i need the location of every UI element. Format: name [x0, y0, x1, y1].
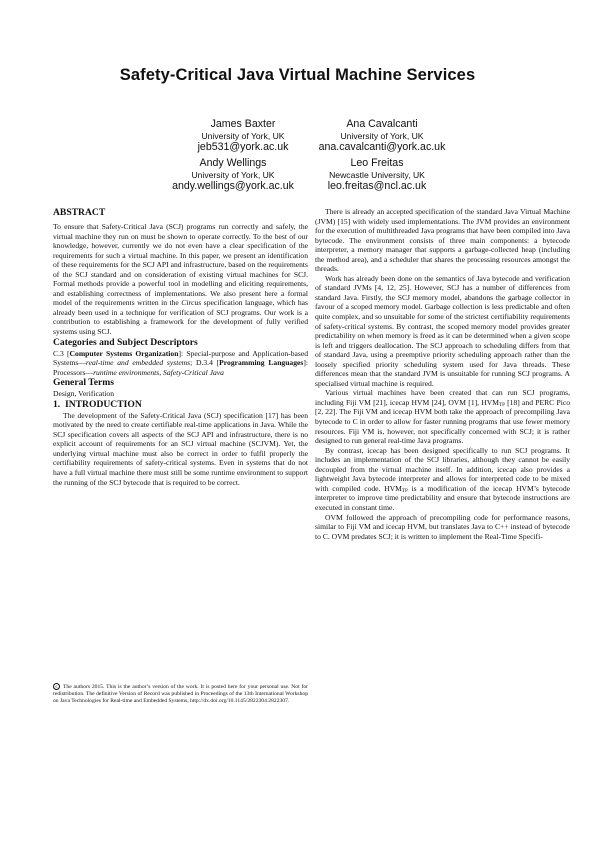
author-affiliation: University of York, UK: [201, 131, 285, 141]
intro-text-part: [18] and PERC Pico [2, 22]. The Fiji VM and icecap HVM both take the approach of precompiling Java bytecode to C in order to allow for faster running programs that use fewer memory resources. Fiji VM is, however, not specifically concerned with SCJ; it is rather designed to run general real-time Java programs.: [315, 397, 570, 446]
author-block: [297, 118, 467, 154]
general-terms-text: Design, Verification: [53, 389, 115, 399]
category-text: ]: Special-purpose and Application-based Systems—: [53, 348, 308, 368]
abstract-text-part: To ensure that Safety-Critical Java (SCJ) programs run correctly and safely, the virtual machine they run on must be shown to operate correctly. To the best of our knowledge, however, currently we do not even have a clear specification of the requirements for such a virtual machine. In this paper, we present an identification of these requirements for the SCJ API and infrastructure, based on the requirements of the SCJ standard and on consideration of existing virtual machines for SCJ. Formal methods provide a powerful tool in modelling and eliciting requirements, and establishing correctness of implementations. We also present here a formal model of the requirements written in the: [53, 222, 308, 308]
category-text: ]: Processors—: [53, 358, 308, 377]
abstract-text-part: specification language, which has already been used in a technique for verification of SCJ programs. Our work is a contribution to establishing a framework for the development of fully verified systems using SCJ.: [53, 298, 308, 337]
abstract-heading: ABSTRACT: [53, 207, 106, 218]
category-italic: real-time and embedded systems: [85, 358, 191, 368]
intro-paragraph: [315, 388, 570, 445]
author-email: andy.wellings@york.ac.uk: [172, 180, 294, 192]
author-block: [292, 157, 462, 193]
author-name: Andy Wellings: [199, 157, 267, 169]
copyright-icon: c: [53, 683, 60, 690]
footnote-text: The authors 2015. This is the author’s version of the work. It is posted here for your personal use. Not for redistribution. The definitive Version of Record was published in Proceedings of the 13th International Workshop on Java Technologies for Real-time and Embedded Systems, http://dx.doi.org/10.1145/2822304.2822307.: [53, 683, 308, 705]
circus-term: Circus: [181, 298, 202, 308]
abstract-text: [53, 222, 308, 337]
author-affiliation: Newcastle University, UK: [329, 170, 425, 180]
author-affiliation: University of York, UK: [191, 170, 275, 180]
right-column: [315, 207, 570, 541]
categories-text: [53, 349, 308, 378]
author-name: Leo Freitas: [350, 157, 404, 169]
author-email: jeb531@york.ac.uk: [197, 141, 289, 153]
copyright-footnote: [53, 683, 308, 706]
author-email: leo.freitas@ncl.ac.uk: [327, 180, 427, 192]
category-code: ; D.3.4 [: [190, 358, 220, 368]
category-name: Computer Systems Organization: [69, 348, 179, 358]
paper-title: Safety-Critical Java Virtual Machine Services: [119, 66, 476, 84]
category-name: Programming Languages: [219, 358, 304, 368]
intro-paragraph: There is already an accepted specification of the standard Java Virtual Machine (JVM) [15] with widely used implementations. The JVM provides an environment for the execution of multithreaded Java programs that have been compiled into Java bytecode. The environment consists of three main components: a bytecode interpreter, a memory manager that supports a garbage-collected heap (including the method area), and a scheduler that shares the processing resources amongst the threads.: [315, 207, 570, 274]
author-name: James Baxter: [210, 118, 276, 130]
left-column: [53, 207, 308, 487]
introduction-heading: 1. INTRODUCTION: [53, 398, 142, 410]
author-email: ana.cavalcanti@york.ac.uk: [318, 141, 446, 153]
category-code: C.3 [: [53, 348, 70, 358]
intro-text-part: By contrast, icecap has been designed specifically to run SCJ programs. It includes an implementation of the SCJ libraries, although they cannot be easily decoupled from the virtual machine itself. In addition, icecap also provides a lightweight Java bytecode interpreter and allows for interpreted code to be mixed with compiled code. HVM: [315, 445, 570, 493]
categories-heading: Categories and Subject Descriptors: [53, 336, 198, 348]
author-affiliation: University of York, UK: [340, 131, 424, 141]
subscript: TP: [499, 402, 505, 408]
intro-paragraph: OVM followed the approach of precompiling code for performance reasons, similar to Fiji VM and icecap HVM, but translates Java to C++ instead of bytecode to C. OVM predates SCJ; it is written to implement the Real-Time Specifi-: [315, 512, 570, 541]
intro-text-part: is a modification of the icecap HVM’s bytecode interpreter to improve time predictability and ensure that bytecode instructions are executed in constant time.: [315, 483, 570, 512]
author-name: Ana Cavalcanti: [346, 118, 418, 130]
intro-paragraph: Work has already been done on the semantics of Java bytecode and verification of standard JVMs [4, 12, 25]. However, SCJ has a number of differences from standard Java. Firstly, the SCJ memory model, abandons the garbage collector in favour of a scoped memory model. Garbage collection is less predictable and often quite complex, and so unsuitable for some of the strictest certifiability requirements of safety-critical systems. By contrast, the scoped memory model provides greater predictability on when memory is freed as it can be determined when a given scope is left and triggers deallocation. The SCJ approach to scheduling differs from that of standard Java, using a preemptive priority scheduling approach rather than the loosely specified priority scheduling system used for Java threads. These differences mean that the standard JVM is unsuitable for running SCJ programs. A specialised virtual machine is required.: [315, 273, 570, 388]
category-italic: runtime environments, Safety-Critical Java: [93, 367, 224, 377]
intro-paragraph: The development of the Safety-Critical Java (SCJ) specification [17] has been motivated by the need to create certifiable real-time applications in Java. While the SCJ specification covers all aspects of the SCJ API and infrastructure, there is no explicit account of requirements for an SCJ virtual machine (SCJVM). Yet, the underlying virtual machine must also be correct in order to fulfil properly the certifiability requirements of safety-critical systems. Even in systems that do not have a full virtual machine there must still be some runtime environment to support the running of the SCJ bytecode that is required to be correct.: [53, 410, 308, 487]
intro-text-part: Various virtual machines have been created that can run SCJ programs, including Fiji VM [21], icecap HVM [24], OVM [1], HVM: [315, 388, 570, 407]
general-terms-heading: General Terms: [53, 377, 115, 389]
intro-paragraph: [315, 446, 570, 513]
subscript: TP: [401, 488, 408, 494]
